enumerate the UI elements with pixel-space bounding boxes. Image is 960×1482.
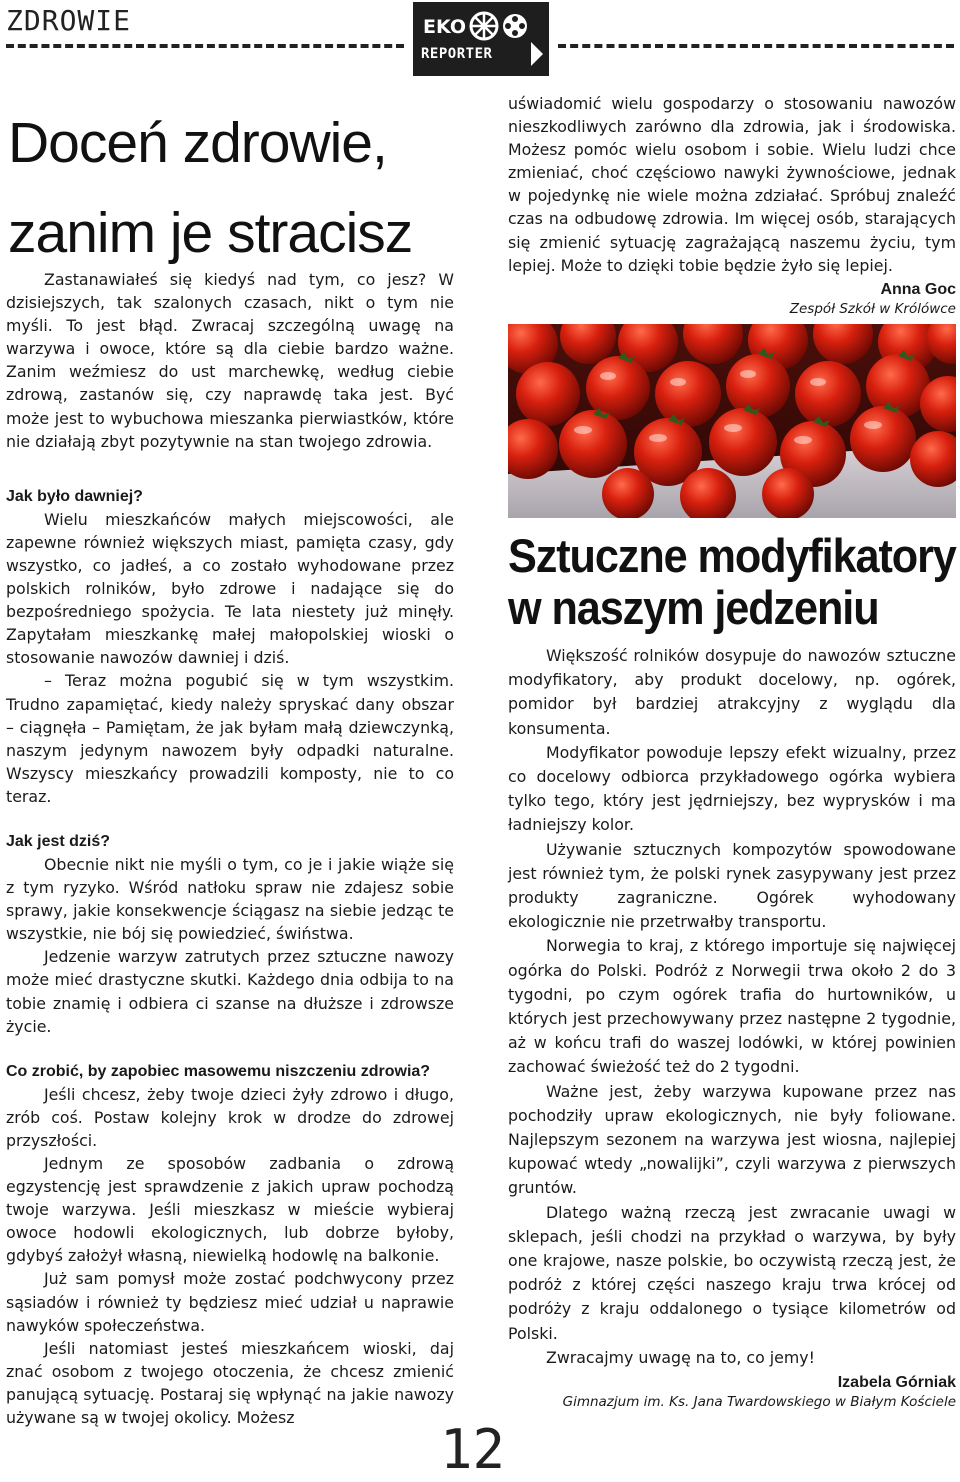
- section-label: ZDROWIE: [6, 4, 132, 37]
- paragraph: Jeśli natomiast jesteś mieszkańcem wioski, daj znać osobom z twojego otoczenia, że chcesz zmienić panującą sytuację. Postaraj się wpłynąć na jakie nawozy używane są w twojej okolicy. Możesz: [6, 1338, 454, 1428]
- logo-text-eko: EKO: [423, 16, 467, 38]
- paragraph: uświadomić wielu gospodarzy o stosowaniu nawozów nieszkodliwych zarówno dla zdrowia, jak i środowiska. Możesz pomóc wielu osobom i sobie. Wielu ludzi chce zmieniać, choć częściowo nawyki żywnościowe, jednak w pojedynkę nie wiele można zdziałać. Spróbuj znaleźć czas na odbudowę zdrowia. Im więcej osób, starających się zmienić sytuację zagrażającą naszemu życiu, tym lepiej. Może to dzięki tobie będzie żyło się lepiej.: [508, 94, 956, 275]
- article-2-title-line-2: w naszym jedzeniu: [508, 581, 879, 634]
- logo-arrow-icon: [531, 42, 543, 66]
- article-title-line-1: Doceń zdrowie,: [8, 111, 387, 175]
- paragraph: Wielu mieszkańców małych miejscowości, ale zapewne również większych miast, pamięta czasy, gdy wszystko, co jadłeś, a co zostało wyhodowane przez polskich rolników, było zdrowe i nadające się do bezpośredniego spożycia. Te lata niestety już minęły. Zapytałam mieszkankę małej małopolskiej wioski o stosowanie nawozów dawniej i dziś.: [6, 509, 454, 668]
- paragraph: Używanie sztucznych kompozytów spowodowane jest również tym, że polski rynek zasypywany jest przez produkty zagraniczne. Ogórek wyhodowany ekologicznie nie przetrwałby transportu.: [508, 839, 956, 932]
- article-title: [8, 98, 458, 278]
- paragraph: Ważne jest, żeby warzywa kupowane przez nas pochodziły upraw ekologicznych, nie były foliowane. Najlepszym sezonem na warzywa jest wiosna, najlepiej kupować wtedy „nowalijki”, czyli warzywa z pierwszych gruntów.: [508, 1081, 956, 1198]
- article-2-title-line-1: Sztuczne modyfikatory: [508, 529, 956, 582]
- subheading-today: Jak jest dziś?: [6, 832, 111, 850]
- paragraph: Większość rolników dosypuje do nawozów sztuczne modyfikatory, aby produkt docelowy, np. ogórek, pomidor był bardziej atrakcyjny z wyglądu dla konsumenta.: [508, 646, 956, 738]
- paragraph: Już sam pomysł może zostać podchwycony przez sąsiadów i również ty będziesz mieć udział u naprawie nawyków społeczeństwa.: [6, 1269, 454, 1335]
- tomatoes-illustration: [508, 324, 956, 518]
- left-column: [6, 268, 454, 1429]
- paragraph: Jedzenie warzyw zatrutych przez sztuczne nawozy może mieć drastyczne skutki. Każdego dnia odbija to na tobie znamię i odbiera ci szanse na dłuższe i zdrowsze życie.: [6, 947, 454, 1036]
- tomatoes-photo: [508, 324, 956, 518]
- subheading-past: Jak było dawniej?: [6, 487, 143, 505]
- author-affiliation: Gimnazjum im. Ks. Jana Twardowskiego w Białym Kościele: [562, 1394, 956, 1411]
- logo-icons: [469, 11, 533, 45]
- right-column-continuation: [508, 92, 956, 317]
- author-name: Izabela Górniak: [837, 1374, 956, 1392]
- article-2-body: [508, 644, 956, 1410]
- paragraph: Zwracajmy uwagę na to, co jemy!: [546, 1347, 815, 1367]
- paragraph: Jednym ze sposobów zadbania o zdrową egzystencję jest sprawdzenie z jakich upraw pochodzą twoje warzywa. Jeśli mieszkasz w mieście wybieraj owoce hodowli ekologicznych, lub dobrze byłoby, gdybyś założył własną, niewielką hodowlę na balkonie.: [6, 1154, 454, 1266]
- paragraph: Dlatego ważną rzeczą jest zwracanie uwagi w sklepach, jeśli chodzi na przykład o warzywa, by były one krajowe, nasze polskie, bo oczywistą rzeczą jest, że podróż z której części naszego kraju trwa krócej od podróży z kraju oddalonego o tysiące kilometrów od Polski.: [508, 1202, 956, 1343]
- author-affiliation: Zespół Szkół w Królówce: [789, 300, 956, 317]
- paragraph: Obecnie nikt nie myśli o tym, co je i jakie wiąże się z tym ryzyko. Wśród natłoku spraw nie zdajesz sobie sprawy, jakie konsekwencje ściągasz na siebie jedząc te wszystkie, nie bój się powiedzieć, świństwa.: [6, 854, 454, 944]
- article-title-line-2: zanim je stracisz: [8, 201, 413, 265]
- page-number: 12: [440, 1418, 506, 1481]
- eko-reporter-logo: [413, 2, 549, 76]
- paragraph: Modyfikator powoduje lepszy efekt wizualny, przez co docelowy odbiorca przykładowego ogórka wybiera tylko tego, który jest jędrniejszy, bez wyprysków i ma ładniejszy kolor.: [508, 742, 956, 835]
- paragraph: – Teraz można pogubić się w tym wszystkim. Trudno zapamiętać, kiedy należy spryskać dany obszar – ciągnęła – Pamiętam, że jak byłam małą dziewczynką, naszym jedynym nawozem były odpadki naturalne. Wszyscy mieszkańcy prowadzili komposty, nie to co teraz.: [6, 671, 454, 806]
- header-divider-left: [6, 44, 404, 48]
- intro-paragraph: Zastanawiałeś się kiedyś nad tym, co jesz? W dzisiejszych, tak szalonych czasach, nikt o tym nie myśli. To jest błąd. Zwracaj szczególną uwagę na warzywa i owoce, które są dla ciebie bardzo ważne. Zanim weźmiesz do ust marchewkę, według ciebie zdrową, zastanów się, czy naprawdę taka jest. Być może jest to wybuchowa mieszanka pierwiastków, które nie działają zbyt pozytywnie na stan twojego zdrowia.: [6, 270, 454, 451]
- paragraph: Norwegia to kraj, z którego importuje się najwięcej ogórka do Polski. Podróż z Norwegii trwa około 2 do 3 tygodni, po czym ogórek trafia do hurtowników, u których jest przechowywany przez następne 2 tygodnie, aż w końcu trafi do waszej lodówki, w której powinien zachować świeżość też do 2 tygodni.: [508, 936, 956, 1077]
- author-name: Anna Goc: [880, 280, 956, 298]
- logo-text-reporter: REPORTER: [421, 46, 493, 62]
- article-2-title: [508, 529, 956, 634]
- subheading-what-to-do: Co zrobić, by zapobiec masowemu niszczeniu zdrowia?: [6, 1062, 431, 1080]
- header-divider-right: [558, 44, 954, 48]
- paragraph: Jeśli chcesz, żeby twoje dzieci żyły zdrowo i długo, zrób coś. Postaw kolejny krok w drodze do zdrowej przyszłości.: [6, 1084, 454, 1150]
